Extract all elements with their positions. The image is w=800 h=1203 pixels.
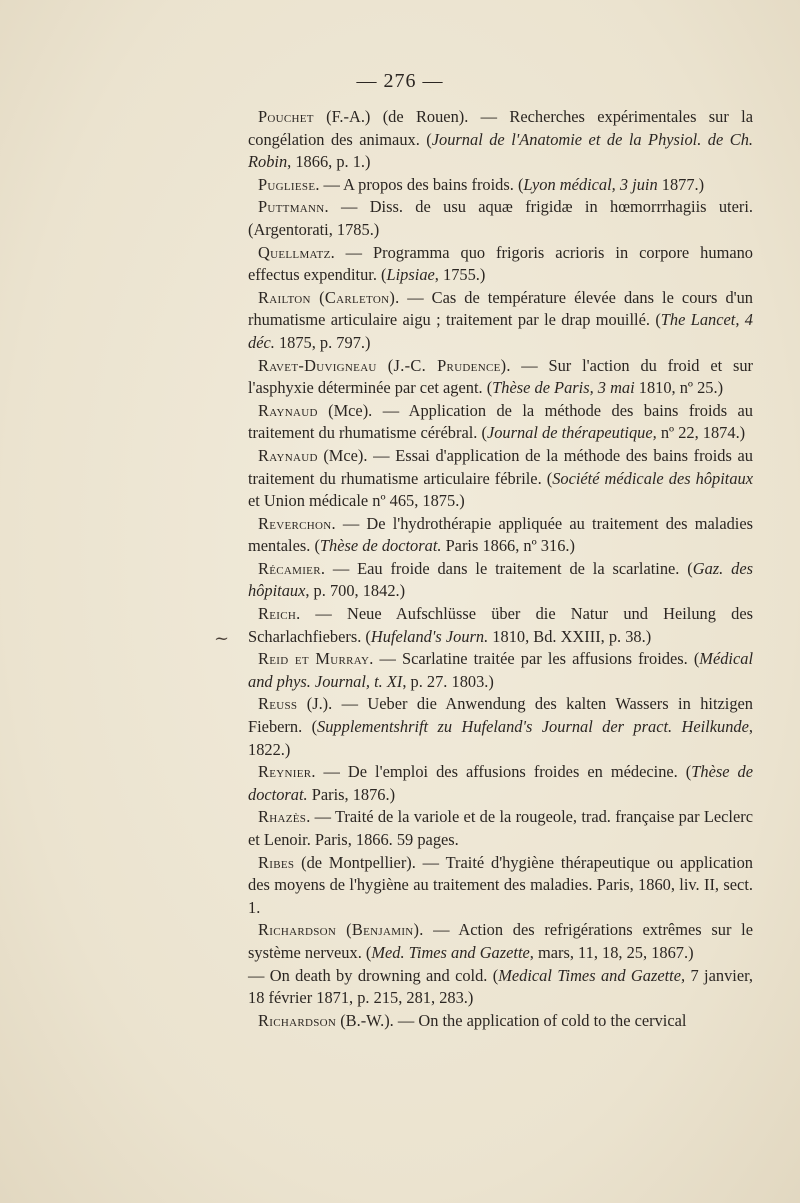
entry-citation-tail: 1810, nº 25.) xyxy=(634,378,724,398)
bibliography-entry xyxy=(248,400,753,445)
entry-author: Railton (Carleton) xyxy=(258,287,396,307)
entry-text: . — Neue Aufschlüsse über die Natur und Heilung des Scharlachfiebers. ( xyxy=(248,604,753,646)
entry-author: Récamier xyxy=(258,558,321,578)
bibliography-entry xyxy=(248,919,753,964)
entry-citation-tail: 7 janvier, 18 février 1871, p. 215, 281, 283.) xyxy=(248,965,753,1008)
bibliography-entry xyxy=(248,761,753,806)
entry-text: . — Sur l'action du froid et sur l'asphyxie déterminée par cet agent. ( xyxy=(248,355,753,398)
bibliography-list xyxy=(248,106,753,1032)
entry-journal-reference: Lipsiae xyxy=(386,265,435,285)
entry-text: . — Cas de température élevée dans le cours d'un rhumatisme articulaire aigu ; traitement par le drap mouillé. ( xyxy=(248,287,753,330)
entry-citation-tail: 1877.) xyxy=(657,174,705,194)
entry-text: . — De l'hydrothérapie appliquée au traitement des maladies mentales. ( xyxy=(248,513,753,556)
entry-author: Reuss xyxy=(258,694,298,714)
entry-citation-tail: , 1866, p. 1.) xyxy=(287,152,371,172)
entry-text: (Mce). — Application de la méthode des bains froids au traitement du rhumatisme cérébral. ( xyxy=(248,400,753,443)
entry-citation-tail: 1875, p. 797.) xyxy=(274,332,371,352)
entry-journal-reference: Journal de l'Anatomie et de la Physiol. de Ch. Robin xyxy=(248,129,753,172)
margin-annotation-mark: ~ xyxy=(214,628,230,649)
entry-text: . — Programma quo frigoris acrioris in corpore humano effectus expenditur. ( xyxy=(248,242,753,285)
bibliography-entry xyxy=(248,513,753,558)
entry-text: . — Action des refrigérations extrêmes sur le système nerveux. ( xyxy=(248,920,753,962)
entry-text: . — De l'emploi des affusions froides en médecine. ( xyxy=(311,762,692,782)
bibliography-entry xyxy=(248,355,753,400)
bibliography-entry xyxy=(248,445,753,513)
entry-author: Reverchon xyxy=(258,513,332,533)
entry-author: Pouchet xyxy=(258,107,314,126)
bibliography-entry xyxy=(248,852,753,920)
entry-journal-reference: Médical and phys. Journal, t. XI xyxy=(248,649,753,691)
entry-text: . — Eau froide dans le traitement de la scarlatine. ( xyxy=(320,558,693,578)
bibliography-entry xyxy=(248,174,753,197)
entry-journal-reference: Med. Times and Gazette xyxy=(371,942,530,962)
entry-text: — On death by drowning and cold. ( xyxy=(248,965,499,985)
entry-text: . — Diss. de usu aquæ frigidæ in hœmorrrhagiis uteri. (Argentorati, 1785.) xyxy=(248,197,753,239)
entry-journal-reference: Thèse de Paris, 3 mai xyxy=(492,378,635,398)
bibliography-entry xyxy=(248,558,753,603)
entry-text: . — Scarlatine traitée par les affusions froides. ( xyxy=(369,649,700,669)
entry-journal-reference: Société médicale des hôpitaux xyxy=(552,468,754,488)
entry-author: Rhazès xyxy=(258,807,307,827)
entry-journal-reference: Thèse de doctorat. xyxy=(248,762,754,804)
bibliography-entry xyxy=(248,106,753,174)
entry-citation-tail: , p. 27. 1803.) xyxy=(402,671,494,691)
entry-citation-tail: nº 22, 1874.) xyxy=(656,423,746,443)
entry-text: . — A propos des bains froids. ( xyxy=(315,174,524,194)
entry-text: (de Montpellier). — Traité d'hygiène thérapeutique ou application des moyens de l'hygiène au traitement des maladies. Paris, 1860, liv. II, sect. 1. xyxy=(248,852,753,917)
entry-author: Richardson xyxy=(258,1010,337,1030)
bibliography-entry xyxy=(248,648,753,693)
entry-text: (F.-A.) (de Rouen). — Recherches expérimentales sur la congélation des animaux. ( xyxy=(248,107,753,149)
entry-journal-reference: The Lancet, 4 déc. xyxy=(248,310,754,352)
entry-citation-tail: Paris 1866, nº 316.) xyxy=(441,536,575,556)
entry-journal-reference: Lyon médical, 3 juin xyxy=(523,174,658,194)
entry-journal-reference: Supplementshrift zu Hufeland's Journal der pract. Heilkunde xyxy=(317,717,749,737)
entry-text: (Mce). — Essai d'application de la méthode des bains froids au traitement du rhumatisme articulaire fébrile. ( xyxy=(248,445,753,488)
entry-author: Reich xyxy=(258,604,297,624)
entry-author: Reid et Murray xyxy=(258,649,370,669)
entry-citation-tail: et Union médicale nº 465, 1875.) xyxy=(248,491,465,511)
bibliography-entry xyxy=(248,806,753,851)
entry-journal-reference: Thèse de doctorat. xyxy=(319,536,442,556)
entry-journal-reference: Medical Times and Gazette, xyxy=(498,965,686,985)
entry-citation-tail: , 1755.) xyxy=(434,265,486,285)
page-number: — 276 — xyxy=(356,70,444,92)
bibliography-entry xyxy=(248,242,753,287)
entry-author: Raynaud xyxy=(258,400,318,420)
entry-journal-reference: Journal de thérapeutique, xyxy=(486,423,657,443)
bibliography-entry xyxy=(248,965,753,1010)
entry-journal-reference: Hufeland's Journ. xyxy=(370,626,489,646)
bibliography-entry xyxy=(248,603,753,648)
entry-text: (B.-W.). — On the application of cold to the cervical xyxy=(336,1010,687,1030)
entry-citation-tail: Paris, 1876.) xyxy=(307,784,396,804)
entry-author: Richardson (Benjamin) xyxy=(258,920,420,940)
entry-author: Ribes xyxy=(258,852,295,872)
entry-citation-tail: , p. 700, 1842.) xyxy=(305,581,406,601)
entry-author: Reynier xyxy=(258,762,312,782)
bibliography-entry xyxy=(248,1010,753,1033)
entry-author: Pugliese xyxy=(258,174,316,194)
entry-journal-reference: Gaz. des hôpitaux xyxy=(248,558,753,601)
entry-author: Raynaud xyxy=(258,445,318,465)
entry-text: . — Traité de la variole et de la rougeole, trad. française par Leclerc et Lenoir. Paris, 1866. 59 pages. xyxy=(248,807,753,849)
entry-author: Ravet-Duvigneau (J.-C. Prudence) xyxy=(258,355,507,375)
entry-citation-tail: , 1822.) xyxy=(248,717,753,759)
entry-citation-tail: , mars, 11, 18, 25, 1867.) xyxy=(529,942,694,962)
bibliography-entry xyxy=(248,287,753,355)
bibliography-entry xyxy=(248,196,753,241)
entry-author: Puttmann xyxy=(258,197,325,217)
bibliography-entry xyxy=(248,693,753,761)
entry-citation-tail: 1810, Bd. XXIII, p. 38.) xyxy=(488,626,652,646)
entry-text: (J.). — Ueber die Anwendung des kalten Wassers in hitzigen Fiebern. ( xyxy=(248,694,753,737)
entry-author: Quellmatz xyxy=(258,242,331,262)
